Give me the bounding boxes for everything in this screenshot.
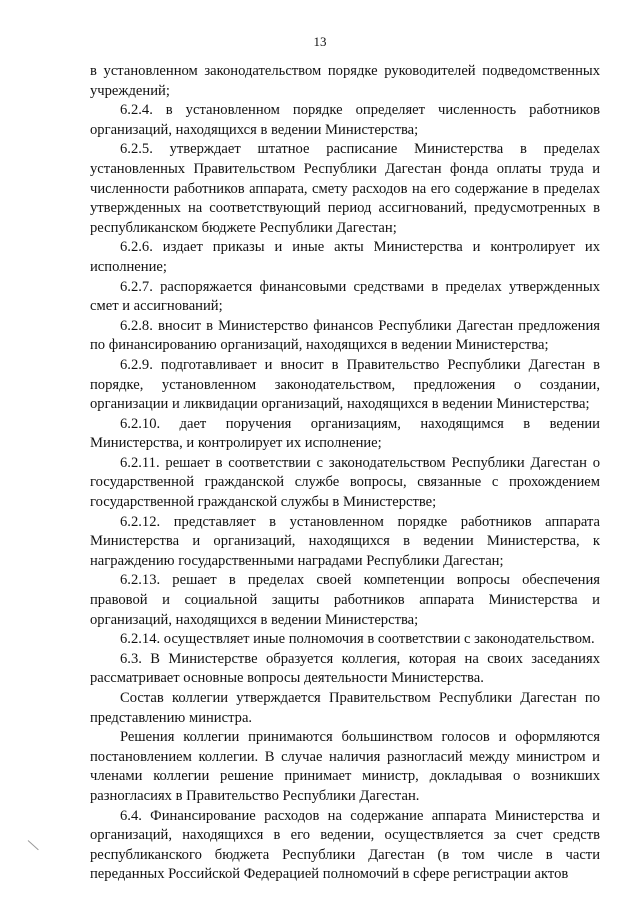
scan-mark [28, 840, 39, 850]
paragraph-6-2-4: 6.2.4. в установленном порядке определяет численность работников организаций, находящихся в ведении Министерства; [90, 102, 600, 138]
paragraph-6-2-5: 6.2.5. утверждает штатное расписание Министерства в пределах установленных Правительством Республики Дагестан фонда оплаты труда и численности работников аппарата, смету расходов на его содержание в пределах утвержденных на соответствующий период ассигнований, предусмотренных в республиканском бюджете Республики Дагестан; [90, 141, 600, 236]
paragraph-6-2-12: 6.2.12. представляет в установленном порядке работников аппарата Министерства и организаций, находящихся в ведении Министерства, к награждению государственными наградами Республики Дагестан; [90, 513, 600, 569]
paragraph-6-4: 6.4. Финансирование расходов на содержание аппарата Министерства и организаций, находящихся в его ведении, осуществляется за счет средств республиканского бюджета Республики Дагестан (в том числе в части переданных Российской Федерацией полномочий в сфере регистрации актов [90, 807, 600, 883]
paragraph-6-2-6: 6.2.6. издает приказы и иные акты Министерства и контролирует их исполнение; [90, 239, 600, 275]
paragraph-collegium-composition: Состав коллегии утверждается Правительством Республики Дагестан по представлению министра. [90, 690, 600, 726]
paragraph-6-2-8: 6.2.8. вносит в Министерство финансов Республики Дагестан предложения по финансированию организаций, находящихся в ведении Министерства; [90, 317, 600, 354]
paragraph-collegium-decisions: Решения коллегии принимаются большинством голосов и оформляются постановлением коллегии. В случае наличия разногласий между министром и членами коллегии решение принимает министр, докладывая о возникших разногласиях в Правительство Республики Дагестан. [90, 729, 600, 804]
paragraph-6-2-7: 6.2.7. распоряжается финансовыми средствами в пределах утвержденных смет и ассигнований; [90, 278, 600, 315]
paragraph-6-3: 6.3. В Министерстве образуется коллегия, которая на своих заседаниях рассматривает основные вопросы деятельности Министерства. [90, 650, 600, 687]
paragraph-6-2-13: 6.2.13. решает в пределах своей компетенции вопросы обеспечения правовой и социальной защиты работников аппарата Министерства и организаций, находящихся в ведении Министерства; [90, 572, 600, 628]
paragraph-continuation: в установленном законодательством порядке руководителей подведомственных учреждений; [90, 63, 600, 99]
paragraph-6-2-14: 6.2.14. осуществляет иные полномочия в соответствии с законодательством. [120, 631, 595, 648]
page-number: 13 [313, 34, 327, 49]
paragraph-6-2-9: 6.2.9. подготавливает и вносит в Правительство Республики Дагестан в порядке, установленном законодательством, предложения о создании, организации и ликвидации организаций, находящихся в ведении Министерства; [90, 356, 600, 413]
document-body [90, 62, 600, 885]
paragraph-6-2-10: 6.2.10. дает поручения организациям, находящимся в ведении Министерства, и контролирует их исполнение; [90, 415, 600, 452]
paragraph-6-2-11: 6.2.11. решает в соответствии с законодательством Республики Дагестан о государственной гражданской службе вопросы, связанные с прохождением государственной гражданской службы в Министерстве; [90, 454, 600, 511]
